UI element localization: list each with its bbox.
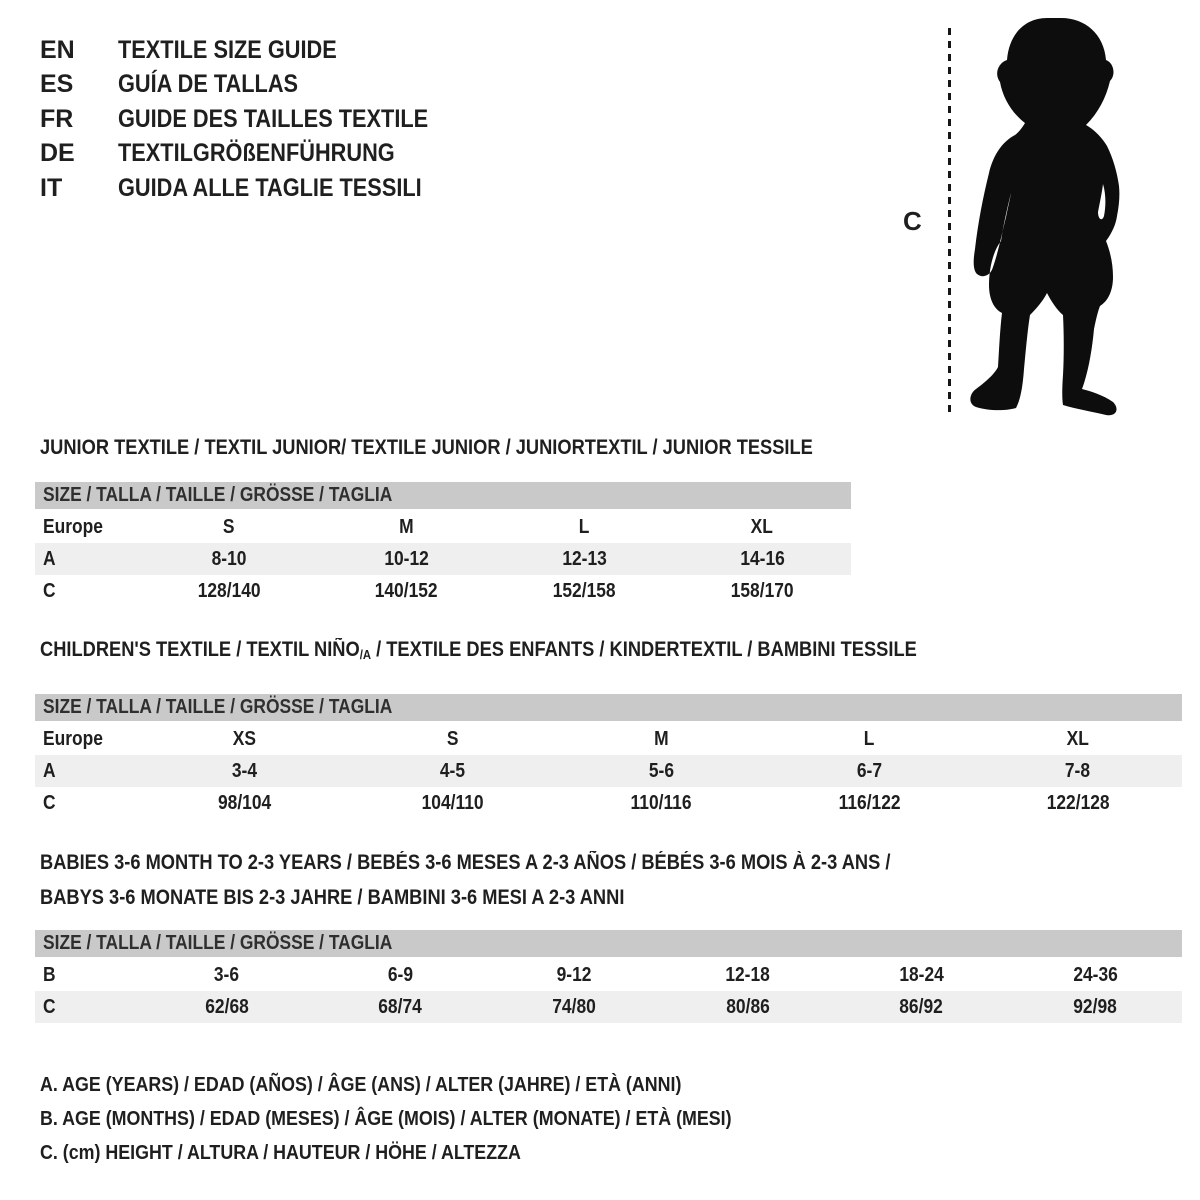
size-header-text: SIZE / TALLA / TAILLE / GRÖSSE / TAGLIA bbox=[43, 696, 393, 718]
cell-value: 158/170 bbox=[730, 579, 794, 602]
measurement-legend bbox=[40, 1068, 835, 1170]
cell-value: 7-8 bbox=[1065, 759, 1091, 782]
language-code: FR bbox=[40, 104, 74, 133]
table-cell bbox=[140, 792, 348, 815]
legend-text: C. (cm) HEIGHT / ALTURA / HAUTEUR / HÖHE / ALTEZZA bbox=[40, 1141, 521, 1164]
table-cell bbox=[765, 728, 973, 751]
cell-value: 3-4 bbox=[231, 759, 257, 782]
children-section-title-text bbox=[40, 638, 917, 664]
legend-text: A. AGE (YEARS) / EDAD (AÑOS) / ÂGE (ANS) / ALTER (JAHRE) / ETÀ (ANNI) bbox=[40, 1073, 682, 1096]
table-cell bbox=[557, 792, 765, 815]
table-row bbox=[35, 755, 1182, 787]
row-label-text: B bbox=[43, 963, 56, 986]
language-code: ES bbox=[40, 70, 74, 99]
table-cell bbox=[140, 728, 348, 751]
cell-value: L bbox=[579, 515, 590, 538]
junior-size-table bbox=[35, 482, 851, 607]
table-cell bbox=[835, 996, 1009, 1019]
language-code: EN bbox=[40, 35, 75, 64]
size-header-bar bbox=[35, 482, 851, 509]
legend-line-b bbox=[40, 1102, 835, 1136]
table-cell bbox=[835, 964, 1009, 987]
guide-title: TEXTILGRÖßENFÜHRUNG bbox=[118, 139, 395, 168]
cell-value: 12-18 bbox=[725, 963, 771, 986]
babies-table-rows bbox=[35, 959, 1182, 1023]
table-cell bbox=[765, 760, 973, 783]
table-cell bbox=[314, 996, 488, 1019]
table-cell bbox=[974, 728, 1182, 751]
row-label-text: C bbox=[43, 995, 56, 1018]
table-cell bbox=[673, 580, 851, 603]
row-label bbox=[35, 792, 140, 815]
guide-title: GUIDA ALLE TAGLIE TESSILI bbox=[118, 173, 422, 202]
junior-table-rows bbox=[35, 511, 851, 607]
cell-value: 14-16 bbox=[739, 547, 785, 570]
table-cell bbox=[661, 996, 835, 1019]
table-cell bbox=[1008, 964, 1182, 987]
table-row bbox=[35, 991, 1182, 1023]
row-label bbox=[35, 548, 140, 571]
cell-value: 116/122 bbox=[838, 791, 901, 814]
legend-text: B. AGE (MONTHS) / EDAD (MESES) / ÂGE (MOIS) / ALTER (MONATE) / ETÀ (MESI) bbox=[40, 1107, 732, 1130]
row-label-text: A bbox=[43, 547, 56, 570]
table-row bbox=[35, 787, 1182, 819]
language-row bbox=[40, 68, 475, 103]
cell-value: 9-12 bbox=[556, 963, 592, 986]
children-title-suffix: / TEXTILE DES ENFANTS / KINDERTEXTIL / BAMBINI TESSILE bbox=[371, 638, 917, 661]
babies-title-line1: BABIES 3-6 MONTH TO 2-3 YEARS / BEBÉS 3-6 MESES A 2-3 AÑOS / BÉBÉS 3-6 MOIS À 2-3 ANS / bbox=[40, 851, 891, 874]
cell-value: XL bbox=[751, 515, 774, 538]
cell-value: 92/98 bbox=[1073, 995, 1117, 1018]
table-cell bbox=[318, 548, 496, 571]
cell-value: S bbox=[446, 727, 459, 750]
guide-title: GUÍA DE TALLAS bbox=[118, 70, 299, 99]
row-label-text: Europe bbox=[43, 727, 103, 750]
table-cell bbox=[487, 996, 661, 1019]
row-label bbox=[35, 516, 140, 539]
table-cell bbox=[661, 964, 835, 987]
cell-value: XL bbox=[1066, 727, 1089, 750]
table-cell bbox=[557, 760, 765, 783]
cell-value: 122/128 bbox=[1046, 791, 1110, 814]
table-cell bbox=[557, 728, 765, 751]
table-cell bbox=[140, 548, 318, 571]
size-header-bar bbox=[35, 694, 1182, 721]
table-cell bbox=[140, 516, 318, 539]
table-cell bbox=[974, 792, 1182, 815]
table-cell bbox=[140, 996, 314, 1019]
babies-title-line2: BABYS 3-6 MONATE BIS 2-3 JAHRE / BAMBINI 3-6 MESI A 2-3 ANNI bbox=[40, 886, 625, 909]
cell-value: 24-36 bbox=[1072, 963, 1118, 986]
row-label bbox=[35, 728, 140, 751]
babies-section-title bbox=[40, 845, 1018, 915]
table-cell bbox=[673, 516, 851, 539]
cell-value: 140/152 bbox=[375, 579, 439, 602]
table-cell bbox=[765, 792, 973, 815]
cell-value: 152/158 bbox=[552, 579, 616, 602]
row-label-text: Europe bbox=[43, 515, 103, 538]
table-cell bbox=[487, 964, 661, 987]
language-title-list bbox=[40, 33, 475, 206]
table-cell bbox=[496, 548, 674, 571]
table-cell bbox=[318, 580, 496, 603]
height-measure-label: C bbox=[903, 206, 922, 236]
cell-value: 4-5 bbox=[440, 759, 466, 782]
cell-value: 10-12 bbox=[384, 547, 429, 570]
table-row bbox=[35, 723, 1182, 755]
children-title-prefix: CHILDREN'S TEXTILE / TEXTIL NIÑO bbox=[40, 638, 360, 661]
language-row bbox=[40, 171, 475, 206]
guide-title: TEXTILE SIZE GUIDE bbox=[118, 35, 337, 64]
language-row bbox=[40, 137, 475, 172]
children-title-subscript: /A bbox=[359, 647, 372, 662]
table-row bbox=[35, 543, 851, 575]
table-cell bbox=[140, 760, 348, 783]
toddler-silhouette-icon bbox=[963, 14, 1133, 420]
cell-value: 5-6 bbox=[648, 759, 674, 782]
cell-value: M bbox=[653, 727, 669, 750]
babies-size-table bbox=[35, 930, 1182, 1023]
table-row bbox=[35, 575, 851, 607]
cell-value: 68/74 bbox=[378, 995, 423, 1018]
children-size-table bbox=[35, 694, 1182, 819]
cell-value: 6-9 bbox=[387, 963, 414, 986]
cell-value: 98/104 bbox=[217, 791, 271, 814]
language-code: IT bbox=[40, 173, 63, 202]
size-header-bar bbox=[35, 930, 1182, 957]
cell-value: 62/68 bbox=[205, 995, 249, 1018]
cell-value: 12-13 bbox=[562, 547, 607, 570]
table-cell bbox=[348, 728, 556, 751]
children-table-rows bbox=[35, 723, 1182, 819]
legend-line-c bbox=[40, 1136, 835, 1170]
row-label-text: A bbox=[43, 759, 56, 782]
cell-value: XS bbox=[232, 727, 256, 750]
table-cell bbox=[348, 792, 556, 815]
table-cell bbox=[496, 580, 674, 603]
table-cell bbox=[314, 964, 488, 987]
language-code: DE bbox=[40, 139, 75, 168]
row-label-text: C bbox=[43, 791, 56, 814]
language-row bbox=[40, 102, 475, 137]
table-cell bbox=[140, 964, 314, 987]
cell-value: 8-10 bbox=[211, 547, 247, 570]
table-cell bbox=[140, 580, 318, 603]
cell-value: 110/116 bbox=[630, 791, 692, 814]
cell-value: 80/86 bbox=[726, 995, 770, 1018]
table-cell bbox=[496, 516, 674, 539]
cell-value: 18-24 bbox=[899, 963, 944, 986]
table-cell bbox=[348, 760, 556, 783]
row-label bbox=[35, 760, 140, 783]
height-dashed-line-icon bbox=[948, 28, 951, 418]
cell-value: 6-7 bbox=[856, 759, 882, 782]
language-row bbox=[40, 33, 475, 68]
table-cell bbox=[673, 548, 851, 571]
cell-value: 104/110 bbox=[421, 791, 484, 814]
junior-section-title-text: JUNIOR TEXTILE / TEXTIL JUNIOR/ TEXTILE JUNIOR / JUNIORTEXTIL / JUNIOR TESSILE bbox=[40, 436, 813, 459]
table-cell bbox=[1008, 996, 1182, 1019]
row-label bbox=[35, 964, 140, 987]
table-cell bbox=[318, 516, 496, 539]
guide-title: GUIDE DES TAILLES TEXTILE bbox=[118, 104, 429, 133]
cell-value: S bbox=[223, 515, 235, 538]
cell-value: M bbox=[399, 515, 414, 538]
table-row bbox=[35, 511, 851, 543]
cell-value: 74/80 bbox=[552, 995, 596, 1018]
row-label bbox=[35, 580, 140, 603]
cell-value: 86/92 bbox=[899, 995, 944, 1018]
junior-section-title bbox=[40, 436, 928, 460]
cell-value: 3-6 bbox=[214, 963, 240, 986]
row-label bbox=[35, 996, 140, 1019]
table-row bbox=[35, 959, 1182, 991]
children-section-title bbox=[40, 638, 1048, 664]
size-header-text: SIZE / TALLA / TAILLE / GRÖSSE / TAGLIA bbox=[43, 932, 393, 954]
cell-value: L bbox=[864, 727, 875, 750]
size-header-text: SIZE / TALLA / TAILLE / GRÖSSE / TAGLIA bbox=[43, 484, 393, 506]
table-cell bbox=[974, 760, 1182, 783]
legend-line-a bbox=[40, 1068, 835, 1102]
cell-value: 128/140 bbox=[197, 579, 261, 602]
row-label-text: C bbox=[43, 579, 56, 602]
